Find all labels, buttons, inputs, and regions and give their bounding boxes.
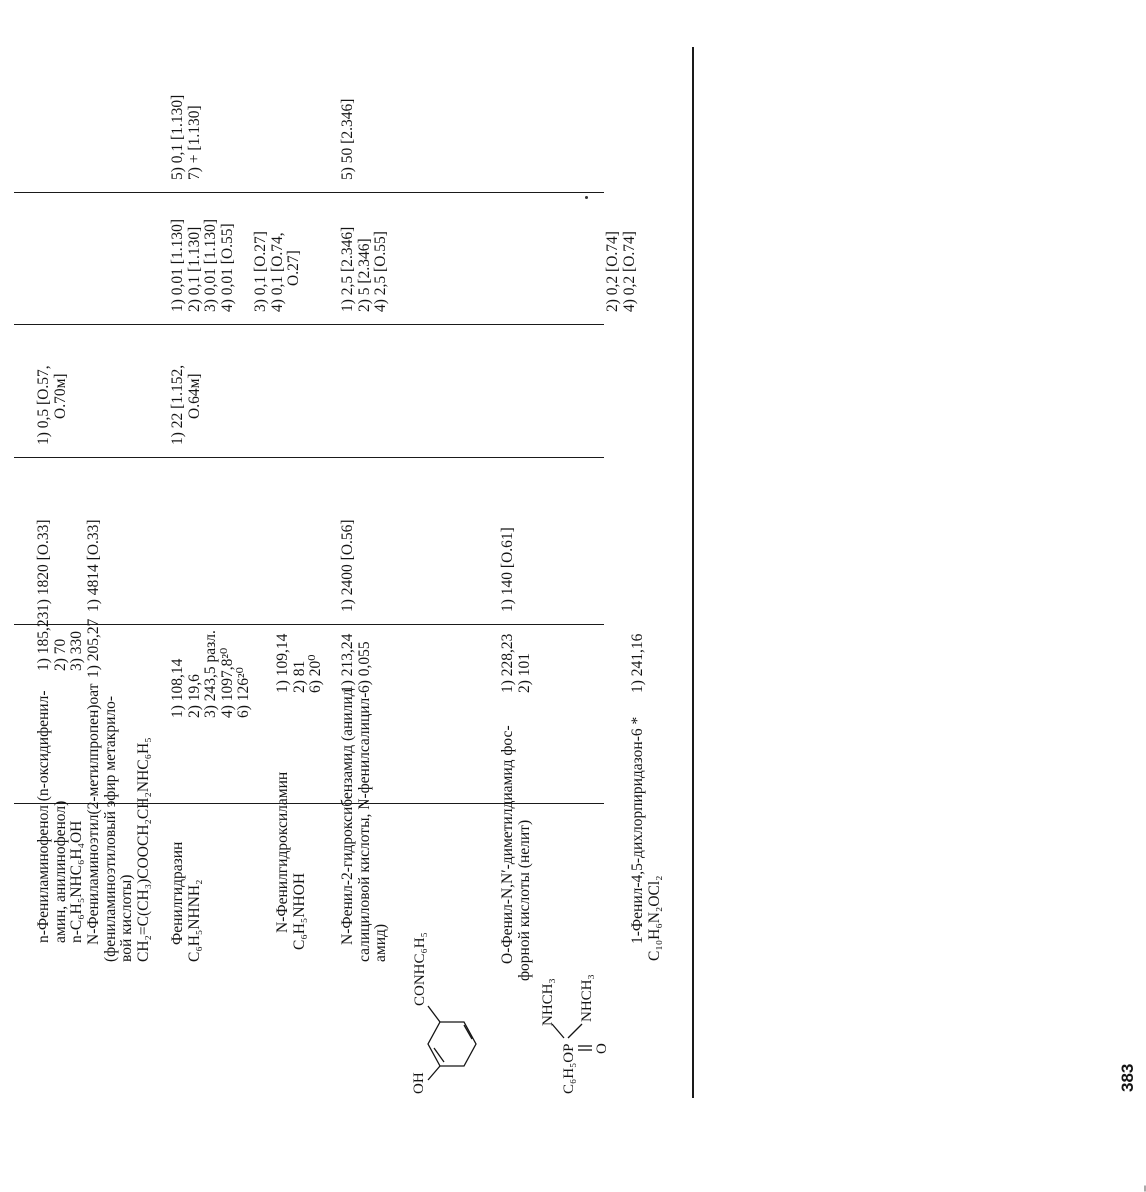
c1-entry xyxy=(500,527,517,612)
c4-line: 7) + [1.130] xyxy=(185,105,203,180)
bottom-nhch3-label: NHCH₃ xyxy=(579,974,595,1022)
properties-column xyxy=(0,611,700,803)
prop-line: 4) 1097,8²⁰ xyxy=(218,647,236,718)
name-line: 1-Фенил-4,5-дихлорпиридазон-6 * xyxy=(629,716,646,944)
c1-line: 1) 2400 [O.56] xyxy=(339,519,356,612)
c3-line: O.27] xyxy=(285,250,302,286)
name-line: O-Фенил-N,N′-диметилдиамид фос- xyxy=(499,725,516,964)
name-entry xyxy=(170,842,203,962)
c3-line: 2) 0,1 [1.130] xyxy=(185,226,203,312)
salicylanilide-structure xyxy=(392,932,502,1096)
toxicity-column-1 xyxy=(0,458,700,624)
c2-entry xyxy=(36,365,69,445)
props-entry xyxy=(630,634,647,693)
c3-line: 4) 0,1 [O.74, xyxy=(268,232,286,312)
name-line: N-Фенил-2-гидроксибензамид (анилид xyxy=(339,688,356,945)
prop-line: 3) 243,5 разл. xyxy=(202,630,219,718)
prop-line: 2) 70 xyxy=(51,638,69,671)
name-line: C₆H₅NHOH xyxy=(290,872,308,950)
ring-inner-bond xyxy=(464,1025,472,1039)
ring-inner-bond xyxy=(434,1048,444,1062)
nelit-structure xyxy=(538,946,608,1096)
prop-line: 6) 0,055 xyxy=(355,641,373,693)
c1-line: 1) 140 [O.61] xyxy=(499,527,516,612)
prop-line: 3) 330 xyxy=(68,630,85,671)
c3-line: 2) 5 [2.346] xyxy=(355,238,373,312)
c4-entry xyxy=(340,99,357,180)
c3-line: 1) 2,5 [2.346] xyxy=(339,226,356,312)
toxicity-column-4 xyxy=(0,42,700,192)
props-entry xyxy=(340,634,373,693)
name-line: Фенилгидразин xyxy=(169,841,186,945)
c3-line: 3) 0,1 [O.27] xyxy=(252,231,269,312)
substituent-label: CONHC₆H₅ xyxy=(412,932,428,1006)
name-line: C₆H₅NHNH₂ xyxy=(185,879,203,962)
name-line: амин, анилинофенол) xyxy=(51,800,69,943)
prop-line: 2) 101 xyxy=(515,652,533,693)
prop-line: 1) 228,23 xyxy=(499,633,516,693)
c2-line: O.70м] xyxy=(51,373,69,419)
prop-line: 1) 205,27 xyxy=(85,618,102,678)
oxygen-label: O xyxy=(594,1043,610,1054)
p-n-bond-bottom xyxy=(568,1024,582,1038)
c3-entry xyxy=(170,219,236,312)
oh-bond xyxy=(428,1066,440,1080)
prop-line: 6) 20⁰ xyxy=(307,654,324,693)
c1-line: 1) 4814 [O.33] xyxy=(85,519,102,612)
c3-line: 3) 0,01 [1.130] xyxy=(202,219,219,312)
prop-line: 1) 108,14 xyxy=(169,658,186,718)
c2-entry xyxy=(170,365,203,445)
props-entry xyxy=(500,634,533,693)
page-number: 383 xyxy=(1118,1063,1137,1092)
top-nhch3-label: NHCH₃ xyxy=(540,978,556,1026)
props-entry xyxy=(86,619,103,678)
name-line: C₁₀H₆N₂OCl₂ xyxy=(645,875,663,961)
name-line: (фениламиноэтиловый эфир метакрило- xyxy=(101,695,119,962)
c1-entry xyxy=(36,519,53,612)
name-line: n-C₆H₅NHC₆H₄OH xyxy=(68,820,85,943)
substituent-bond xyxy=(428,1006,440,1022)
props-entry xyxy=(170,630,253,718)
prop-line: 2) 81 xyxy=(290,660,308,693)
c2-line: O.64м] xyxy=(185,373,203,419)
name-line: N-Фениламиноэтил(2-метилпропен)оат xyxy=(85,683,102,945)
toxicity-column-3 xyxy=(0,193,700,324)
p-n-bond-top xyxy=(552,1024,564,1038)
c3-line: 4) 0,01 [O.55] xyxy=(218,223,236,312)
c3-line: 4) 0,2 [O.74] xyxy=(620,231,638,312)
prop-line: 1) 185,23 xyxy=(35,611,52,671)
prop-line: 2) 19,6 xyxy=(185,674,203,718)
c4-entry xyxy=(170,95,203,180)
margin-mark xyxy=(1145,1186,1146,1192)
toxicity-column-2 xyxy=(0,325,700,457)
name-line: амид) xyxy=(372,923,389,962)
c3-line: 2) 0,2 [O.74] xyxy=(604,231,621,312)
c1-line: 1) 1820 [O.33] xyxy=(35,519,52,612)
name-line: вой кислоты) xyxy=(118,874,135,962)
c1-entry xyxy=(86,519,103,612)
name-line: N-Фенилгидроксиламин xyxy=(274,771,291,933)
phenoxy-p-label: C₆H₅OP xyxy=(561,1043,577,1094)
name-line: n-Фениламинофенол (n-оксидифенил- xyxy=(35,690,52,943)
c4-line: 5) 0,1 [1.130] xyxy=(169,94,186,180)
name-line: CH₂=C(CH₃)COOCH₂CH₂NHC₆H₅ xyxy=(134,737,152,962)
name-line: форной кислоты (нелит) xyxy=(515,819,533,981)
props-entry xyxy=(275,634,325,693)
c3-entry xyxy=(253,231,303,312)
c3-entry xyxy=(605,231,638,312)
c2-line: 1) 22 [1.152, xyxy=(169,364,186,445)
name-line: салициловой кислоты, N-фенилсалицил- xyxy=(355,692,373,962)
prop-line: 1) 213,24 xyxy=(339,633,356,693)
c3-line: 1) 0,01 [1.130] xyxy=(169,219,186,312)
margin-dot xyxy=(585,196,588,199)
c4-line: 5) 50 [2.346] xyxy=(339,98,356,180)
prop-line: 1) 241,16 xyxy=(629,633,646,693)
benzene-ring xyxy=(428,1022,476,1066)
c1-entry xyxy=(340,519,357,612)
c2-line: 1) 0,5 [O.57, xyxy=(35,365,52,445)
c3-entry xyxy=(340,227,390,312)
c3-line: 4) 2,5 [O.55] xyxy=(372,231,389,312)
prop-line: 1) 109,14 xyxy=(274,633,291,693)
prop-line: 6) 126²⁰ xyxy=(235,667,252,718)
oh-label: OH xyxy=(411,1072,427,1094)
